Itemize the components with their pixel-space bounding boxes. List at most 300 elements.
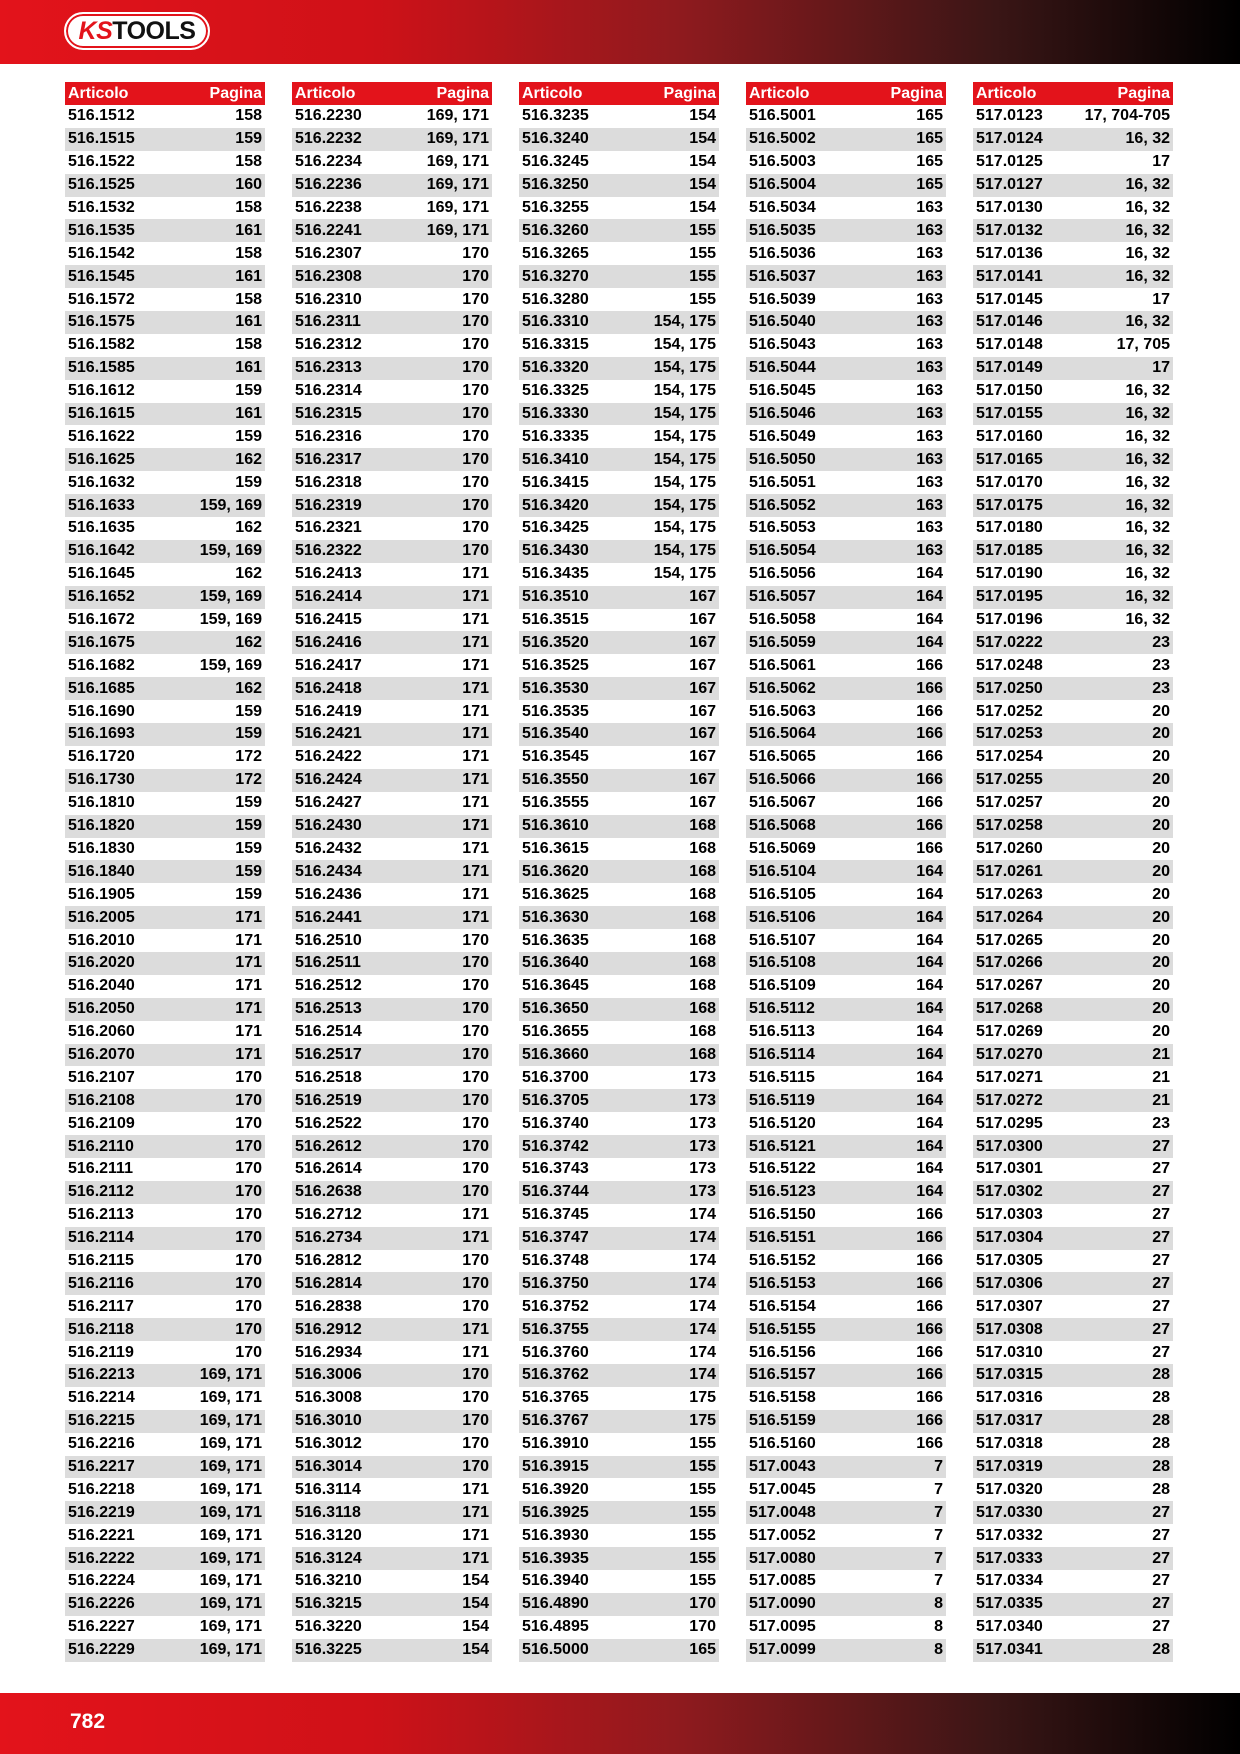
page-reference: 170	[462, 1297, 489, 1315]
article-number: 516.1525	[68, 176, 135, 194]
page-reference: 154, 175	[653, 313, 716, 331]
page-reference: 170	[462, 1091, 489, 1109]
article-number: 517.0333	[976, 1549, 1043, 1567]
article-number: 516.5119	[749, 1091, 815, 1109]
page-reference: 163	[916, 496, 943, 514]
table-row	[973, 1089, 1173, 1112]
table-row	[65, 1135, 265, 1158]
table-row	[973, 952, 1173, 975]
article-number: 516.3535	[522, 702, 589, 720]
table-row	[519, 838, 719, 861]
page-reference: 158	[235, 153, 262, 171]
table-row	[292, 952, 492, 975]
article-number: 516.5107	[749, 931, 816, 949]
article-number: 516.5156	[749, 1343, 816, 1361]
page-reference: 173	[689, 1068, 716, 1086]
article-number: 516.5063	[749, 702, 816, 720]
table-row	[973, 197, 1173, 220]
article-number: 516.2234	[295, 153, 362, 171]
article-number: 516.5108	[749, 954, 816, 972]
article-number: 516.2232	[295, 130, 362, 148]
page-reference: 158	[235, 290, 262, 308]
page-reference: 163	[916, 290, 943, 308]
article-number: 516.3650	[522, 1000, 589, 1018]
article-number: 516.2214	[68, 1389, 135, 1407]
page-reference: 169, 171	[199, 1549, 262, 1567]
page-reference: 20	[1152, 931, 1170, 949]
page-reference: 170	[462, 954, 489, 972]
table-row	[973, 1570, 1173, 1593]
table-row	[292, 1456, 492, 1479]
article-number: 517.0149	[976, 359, 1043, 377]
article-number: 516.3420	[522, 496, 589, 514]
article-number: 516.3615	[522, 839, 589, 857]
article-number: 516.5160	[749, 1435, 816, 1453]
page-reference: 20	[1152, 839, 1170, 857]
article-number: 516.2413	[295, 565, 362, 583]
table-row	[65, 746, 265, 769]
table-row	[65, 677, 265, 700]
article-number: 517.0190	[976, 565, 1043, 583]
page-reference: 171	[235, 1000, 262, 1018]
page-reference: 163	[916, 221, 943, 239]
article-number: 516.3270	[522, 267, 589, 285]
article-number: 516.2227	[68, 1618, 135, 1636]
page-reference: 170	[235, 1320, 262, 1338]
article-number: 516.2118	[68, 1320, 134, 1338]
article-number: 517.0302	[976, 1183, 1043, 1201]
article-number: 516.3515	[522, 611, 589, 629]
article-number: 516.2322	[295, 542, 362, 560]
table-row	[65, 906, 265, 929]
article-number: 516.2010	[68, 931, 135, 949]
page-reference: 168	[689, 931, 716, 949]
article-number: 516.1642	[68, 542, 135, 560]
table-row	[746, 1021, 946, 1044]
table-row	[519, 1616, 719, 1639]
table-row	[973, 151, 1173, 174]
article-number: 516.3555	[522, 794, 589, 812]
article-number: 516.2226	[68, 1595, 135, 1613]
page-reference: 155	[689, 1572, 716, 1590]
page-reference: 166	[916, 1251, 943, 1269]
table-row	[519, 174, 719, 197]
page-reference: 173	[689, 1091, 716, 1109]
page-reference: 170	[462, 1366, 489, 1384]
table-row	[973, 929, 1173, 952]
article-number: 516.2116	[68, 1274, 134, 1292]
page-reference: 158	[235, 244, 262, 262]
page-reference: 159, 169	[199, 588, 262, 606]
table-row	[292, 1021, 492, 1044]
article-number: 516.2219	[68, 1503, 135, 1521]
column-header	[292, 82, 492, 105]
page-reference: 28	[1152, 1389, 1170, 1407]
table-row	[65, 151, 265, 174]
article-number: 516.2114	[68, 1229, 134, 1247]
page-reference: 163	[916, 267, 943, 285]
table-row	[519, 1456, 719, 1479]
page-reference: 28	[1152, 1435, 1170, 1453]
article-number: 516.3700	[522, 1068, 589, 1086]
table-row	[746, 586, 946, 609]
table-row	[519, 1272, 719, 1295]
article-number: 516.1572	[68, 290, 135, 308]
table-row	[519, 1044, 719, 1067]
page-reference: 27	[1152, 1503, 1170, 1521]
page-reference: 170	[462, 542, 489, 560]
page-reference: 159	[235, 794, 262, 812]
article-number: 517.0252	[976, 702, 1043, 720]
table-row	[519, 769, 719, 792]
page-reference: 163	[916, 359, 943, 377]
page-reference: 162	[235, 679, 262, 697]
header-page-label: Pagina	[436, 84, 489, 102]
article-number: 516.3767	[522, 1412, 589, 1430]
article-number: 516.3747	[522, 1229, 589, 1247]
article-number: 516.3765	[522, 1389, 589, 1407]
article-number: 516.5120	[749, 1114, 816, 1132]
table-row	[519, 952, 719, 975]
article-number: 516.2317	[295, 450, 362, 468]
table-row	[65, 1433, 265, 1456]
page-reference: 7	[934, 1480, 943, 1498]
article-number: 517.0180	[976, 519, 1043, 537]
page-reference: 8	[934, 1641, 943, 1659]
page-reference: 170	[462, 1183, 489, 1201]
page-reference: 161	[235, 405, 262, 423]
page-reference: 170	[235, 1068, 262, 1086]
column-rows	[973, 105, 1173, 1662]
page-reference: 7	[934, 1572, 943, 1590]
page-reference: 155	[689, 1549, 716, 1567]
article-number: 516.2430	[295, 817, 362, 835]
page-reference: 171	[462, 1503, 489, 1521]
article-number: 517.0043	[749, 1457, 816, 1475]
table-row	[519, 860, 719, 883]
table-row	[973, 883, 1173, 906]
table-row	[65, 700, 265, 723]
article-number: 516.2424	[295, 771, 362, 789]
table-row	[973, 1341, 1173, 1364]
article-number: 516.2712	[295, 1206, 362, 1224]
table-row	[746, 334, 946, 357]
table-row	[746, 1089, 946, 1112]
article-number: 516.5062	[749, 679, 816, 697]
table-row	[65, 1181, 265, 1204]
article-number: 516.2612	[295, 1137, 362, 1155]
page-reference: 170	[462, 977, 489, 995]
page-reference: 154	[462, 1595, 489, 1613]
article-number: 517.0165	[976, 450, 1043, 468]
page-reference: 171	[462, 565, 489, 583]
table-row	[65, 334, 265, 357]
table-row	[973, 1616, 1173, 1639]
page-reference: 170	[235, 1114, 262, 1132]
page-reference: 168	[689, 817, 716, 835]
page-reference: 168	[689, 954, 716, 972]
page-reference: 162	[235, 450, 262, 468]
page-reference: 170	[462, 1137, 489, 1155]
page-reference: 174	[689, 1251, 716, 1269]
article-number: 517.0301	[976, 1160, 1043, 1178]
page-reference: 7	[934, 1549, 943, 1567]
page-reference: 171	[235, 1023, 262, 1041]
article-number: 516.2236	[295, 176, 362, 194]
page-reference: 16, 32	[1125, 382, 1170, 400]
index-column-2	[292, 82, 492, 1662]
page-reference: 8	[934, 1618, 943, 1636]
page-reference: 163	[916, 473, 943, 491]
table-row	[973, 242, 1173, 265]
table-row	[746, 1387, 946, 1410]
article-number: 517.0261	[976, 862, 1043, 880]
article-number: 516.2307	[295, 244, 362, 262]
article-number: 517.0260	[976, 839, 1043, 857]
table-row	[519, 906, 719, 929]
table-row	[973, 769, 1173, 792]
table-row	[292, 677, 492, 700]
page-reference: 154	[689, 130, 716, 148]
article-number: 516.3610	[522, 817, 589, 835]
table-row	[519, 1250, 719, 1273]
table-row	[746, 1181, 946, 1204]
page-reference: 154	[689, 107, 716, 125]
table-row	[65, 1158, 265, 1181]
article-number: 516.5113	[749, 1023, 815, 1041]
article-number: 516.5057	[749, 588, 816, 606]
header-page-label: Pagina	[663, 84, 716, 102]
table-row	[292, 1616, 492, 1639]
article-number: 516.3750	[522, 1274, 589, 1292]
table-row	[973, 1204, 1173, 1227]
page-reference: 166	[916, 679, 943, 697]
page-reference: 28	[1152, 1366, 1170, 1384]
article-number: 516.2522	[295, 1114, 362, 1132]
table-row	[973, 334, 1173, 357]
table-row	[519, 1639, 719, 1662]
page-reference: 159	[235, 817, 262, 835]
article-number: 516.3220	[295, 1618, 362, 1636]
page-reference: 154, 175	[653, 359, 716, 377]
page-reference: 164	[916, 1183, 943, 1201]
table-row	[973, 403, 1173, 426]
page-reference: 170	[235, 1160, 262, 1178]
table-row	[292, 929, 492, 952]
article-number: 516.1535	[68, 221, 135, 239]
table-row	[519, 1570, 719, 1593]
article-number: 516.2934	[295, 1343, 362, 1361]
article-number: 516.2734	[295, 1229, 362, 1247]
article-number: 516.5109	[749, 977, 816, 995]
article-number: 516.2107	[68, 1068, 135, 1086]
article-number: 516.2119	[68, 1343, 134, 1361]
table-row	[519, 1318, 719, 1341]
article-number: 516.5036	[749, 244, 816, 262]
table-row	[292, 105, 492, 128]
table-row	[519, 357, 719, 380]
article-number: 516.3752	[522, 1297, 589, 1315]
article-number: 516.3415	[522, 473, 589, 491]
page-reference: 166	[916, 1274, 943, 1292]
article-number: 516.5051	[749, 473, 816, 491]
page-reference: 170	[462, 450, 489, 468]
article-number: 517.0085	[749, 1572, 816, 1590]
article-number: 516.3755	[522, 1320, 589, 1338]
table-row	[292, 860, 492, 883]
table-row	[746, 151, 946, 174]
table-row	[519, 311, 719, 334]
page-reference: 173	[689, 1137, 716, 1155]
page-reference: 170	[462, 496, 489, 514]
page-reference: 170	[689, 1595, 716, 1613]
table-row	[519, 1524, 719, 1547]
page-reference: 23	[1152, 1114, 1170, 1132]
table-row	[519, 1478, 719, 1501]
table-row	[519, 403, 719, 426]
page-reference: 28	[1152, 1457, 1170, 1475]
page-reference: 171	[462, 1320, 489, 1338]
table-row	[746, 494, 946, 517]
column-rows	[292, 105, 492, 1662]
page-reference: 170	[462, 1457, 489, 1475]
page-reference: 170	[462, 1435, 489, 1453]
table-row	[292, 700, 492, 723]
table-row	[973, 631, 1173, 654]
article-number: 516.2436	[295, 885, 362, 903]
column-header	[65, 82, 265, 105]
article-number: 516.3012	[295, 1435, 362, 1453]
table-row	[973, 1044, 1173, 1067]
page-reference: 21	[1152, 1091, 1170, 1109]
page-reference: 21	[1152, 1045, 1170, 1063]
page-reference: 159, 169	[199, 496, 262, 514]
table-row	[292, 792, 492, 815]
article-number: 517.0269	[976, 1023, 1043, 1041]
article-number: 516.3762	[522, 1366, 589, 1384]
article-number: 517.0185	[976, 542, 1043, 560]
page-reference: 175	[689, 1389, 716, 1407]
table-row	[746, 975, 946, 998]
table-row	[746, 1547, 946, 1570]
table-row	[746, 448, 946, 471]
article-number: 516.1625	[68, 450, 135, 468]
article-number: 516.5004	[749, 176, 816, 194]
table-row	[292, 425, 492, 448]
article-number: 517.0295	[976, 1114, 1043, 1132]
table-row	[519, 1227, 719, 1250]
article-number: 516.3620	[522, 862, 589, 880]
page-reference: 162	[235, 633, 262, 651]
table-row	[292, 197, 492, 220]
table-row	[519, 219, 719, 242]
article-number: 516.5050	[749, 450, 816, 468]
article-number: 516.3280	[522, 290, 589, 308]
article-number: 517.0263	[976, 885, 1043, 903]
page-reference: 159	[235, 427, 262, 445]
table-row	[746, 1501, 946, 1524]
table-row	[292, 1158, 492, 1181]
article-number: 516.2313	[295, 359, 362, 377]
page-reference: 174	[689, 1206, 716, 1224]
page-reference: 155	[689, 244, 716, 262]
table-row	[292, 1478, 492, 1501]
article-number: 516.2215	[68, 1412, 135, 1430]
table-row	[292, 1272, 492, 1295]
article-number: 516.5056	[749, 565, 816, 583]
table-row	[292, 1181, 492, 1204]
table-row	[746, 1456, 946, 1479]
article-number: 516.2241	[295, 221, 362, 239]
page-reference: 171	[462, 817, 489, 835]
article-number: 516.2315	[295, 405, 362, 423]
table-row	[746, 723, 946, 746]
page-reference: 27	[1152, 1572, 1170, 1590]
table-row	[65, 380, 265, 403]
article-number: 517.0141	[976, 267, 1043, 285]
page-reference: 170	[462, 267, 489, 285]
page-reference: 171	[235, 977, 262, 995]
table-row	[65, 1501, 265, 1524]
table-row	[746, 998, 946, 1021]
page-reference: 27	[1152, 1183, 1170, 1201]
table-row	[519, 1593, 719, 1616]
table-row	[746, 631, 946, 654]
article-number: 516.2418	[295, 679, 362, 697]
article-number: 516.5123	[749, 1183, 816, 1201]
page-reference: 173	[689, 1160, 716, 1178]
article-number: 516.3525	[522, 656, 589, 674]
page-reference: 164	[916, 1068, 943, 1086]
header-bar	[0, 0, 1240, 64]
page-reference: 171	[462, 725, 489, 743]
article-number: 517.0125	[976, 153, 1043, 171]
table-row	[519, 609, 719, 632]
article-number: 516.3748	[522, 1251, 589, 1269]
article-number: 516.1635	[68, 519, 135, 537]
header-article-label: Articolo	[522, 84, 583, 102]
page-reference: 171	[462, 1206, 489, 1224]
page-reference: 16, 32	[1125, 542, 1170, 560]
column-header	[973, 82, 1173, 105]
page-reference: 170	[235, 1229, 262, 1247]
page-reference: 163	[916, 542, 943, 560]
table-row	[65, 1295, 265, 1318]
page-reference: 162	[235, 519, 262, 537]
table-row	[292, 288, 492, 311]
article-number: 516.1810	[68, 794, 135, 812]
page-reference: 171	[462, 839, 489, 857]
article-number: 516.2614	[295, 1160, 362, 1178]
table-row	[65, 952, 265, 975]
table-row	[65, 219, 265, 242]
article-number: 516.2513	[295, 1000, 362, 1018]
table-row	[973, 609, 1173, 632]
article-number: 516.2814	[295, 1274, 362, 1292]
ks-tools-logo	[64, 12, 210, 50]
article-number: 517.0318	[976, 1435, 1043, 1453]
header-page-label: Pagina	[890, 84, 943, 102]
table-row	[292, 975, 492, 998]
page-reference: 159	[235, 382, 262, 400]
table-row	[65, 128, 265, 151]
page-reference: 164	[916, 565, 943, 583]
table-row	[292, 128, 492, 151]
page-reference: 167	[689, 611, 716, 629]
page-reference: 20	[1152, 771, 1170, 789]
page-reference: 159, 169	[199, 656, 262, 674]
article-number: 517.0334	[976, 1572, 1043, 1590]
